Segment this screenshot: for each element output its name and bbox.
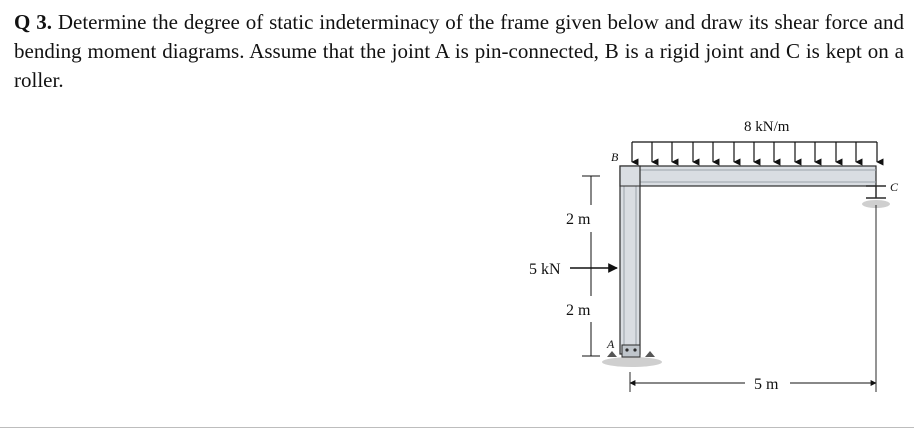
- question-body: Determine the degree of static indeterminacy of the frame given below and draw its shear force and bending moment diagrams. Assume that the joint A is pin-connected, B is a rigid joint and C is kept on a roller.: [14, 10, 904, 92]
- joint-c-label: C: [890, 180, 899, 194]
- dim-upper-label: 2 m: [566, 211, 591, 228]
- dim-lower-label: 2 m: [566, 302, 591, 319]
- span-dimension: [630, 205, 876, 392]
- roller-support-c: [862, 186, 890, 208]
- joint-a-label: A: [607, 337, 615, 351]
- distributed-load-arrows: [632, 142, 877, 162]
- joint-b-label: B: [611, 150, 619, 164]
- bottom-divider: [0, 427, 914, 428]
- column-ab: [620, 166, 640, 354]
- beam-bc: [620, 166, 876, 186]
- point-load-label: 5 kN: [529, 261, 561, 278]
- question-number: Q 3.: [14, 10, 52, 34]
- dim-span-label: 5 m: [754, 376, 779, 393]
- distributed-load-label: 8 kN/m: [744, 119, 790, 135]
- vertical-dimension: [582, 176, 600, 356]
